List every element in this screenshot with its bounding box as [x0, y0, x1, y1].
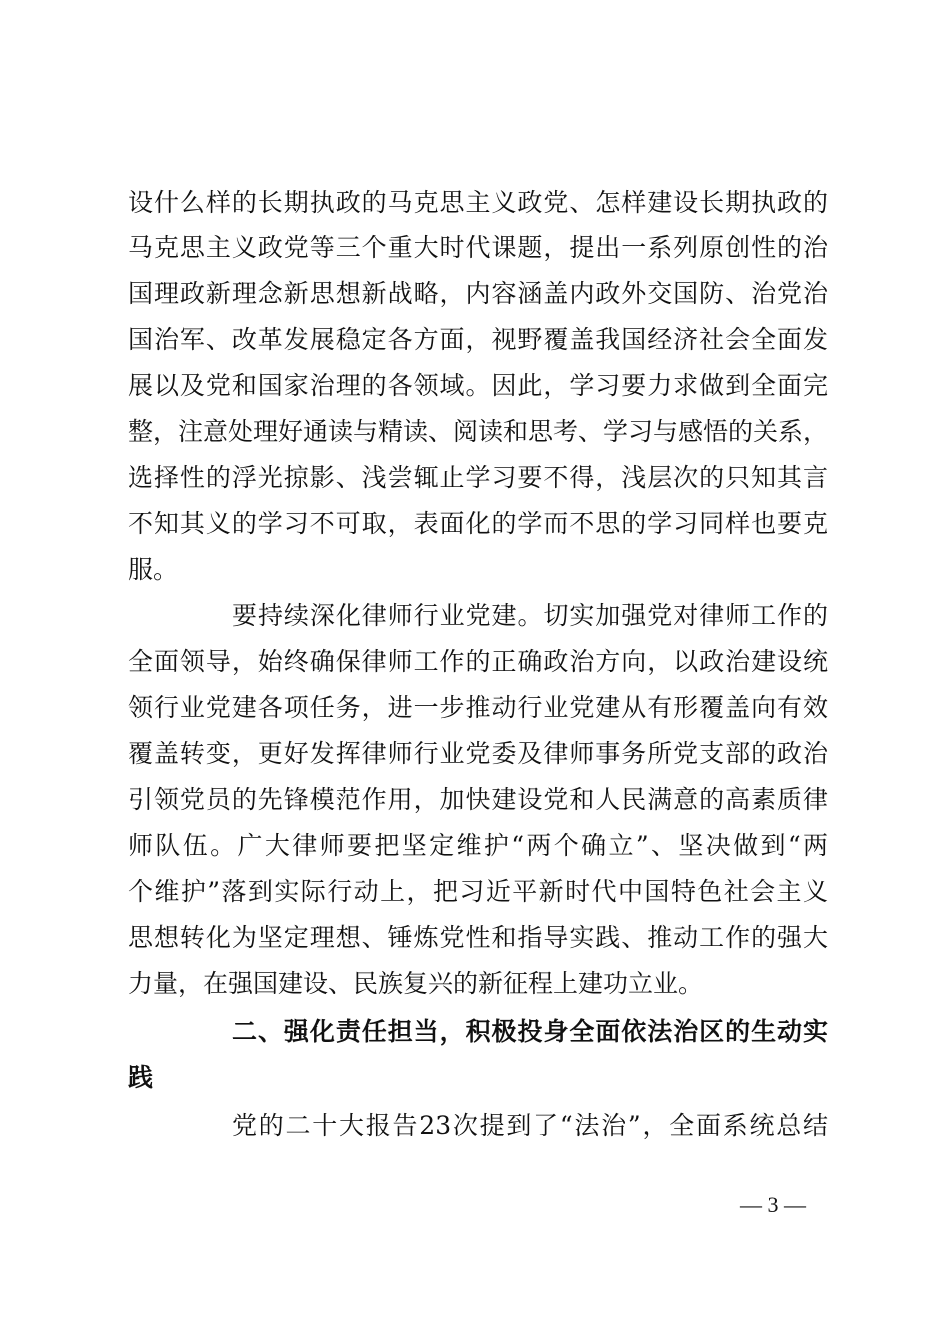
paragraph-line: 国理政新理念新思想新战略，内容涵盖内政外交国防、治党治 [128, 279, 828, 308]
paragraph-line: 引领党员的先锋模范作用，加快建设党和人民满意的高素质律 [128, 785, 828, 814]
paragraph-line: 师队伍。广大律师要把坚定维护“两个确立”、坚决做到“两 [128, 831, 828, 860]
section-heading: 二、强化责任担当，积极投身全面依法治区的生动实 [232, 1017, 828, 1046]
paragraph-line: 选择性的浮光掠影、浅尝辄止学习要不得，浅层次的只知其言 [128, 463, 828, 492]
section-heading: 践 [128, 1063, 154, 1092]
paragraph-line: 不知其义的学习不可取，表面化的学而不思的学习同样也要克 [128, 509, 828, 538]
paragraph-line: 要持续深化律师行业党建。切实加强党对律师工作的 [232, 601, 828, 630]
paragraph-line: 全面领导，始终确保律师工作的正确政治方向，以政治建设统 [128, 647, 828, 676]
paragraph-line: 服。 [128, 555, 179, 584]
paragraph-line: 展以及党和国家治理的各领域。因此，学习要力求做到全面完 [128, 371, 828, 400]
paragraph-line: 思想转化为坚定理想、锤炼党性和指导实践、推动工作的强大 [128, 923, 828, 952]
paragraph-line: 领行业党建各项任务，进一步推动行业党建从有形覆盖向有效 [128, 693, 828, 722]
paragraph-line: 党的二十大报告23次提到了“法治”，全面系统总结 [232, 1111, 828, 1140]
paragraph-line: 力量，在强国建设、民族复兴的新征程上建功立业。 [128, 969, 704, 998]
paragraph-line: 设什么样的长期执政的马克思主义政党、怎样建设长期执政的 [128, 188, 828, 217]
paragraph-line: 覆盖转变，更好发挥律师行业党委及律师事务所党支部的政治 [128, 739, 828, 768]
paragraph-line: 个维护”落到实际行动上，把习近平新时代中国特色社会主义 [128, 877, 828, 906]
paragraph-line: 马克思主义政党等三个重大时代课题，提出一系列原创性的治 [128, 233, 828, 262]
page-number: — 3 — [740, 1192, 806, 1217]
paragraph-line: 整，注意处理好通读与精读、阅读和思考、学习与感悟的关系， [128, 417, 829, 446]
paragraph-line: 国治军、改革发展稳定各方面，视野覆盖我国经济社会全面发 [128, 325, 828, 354]
